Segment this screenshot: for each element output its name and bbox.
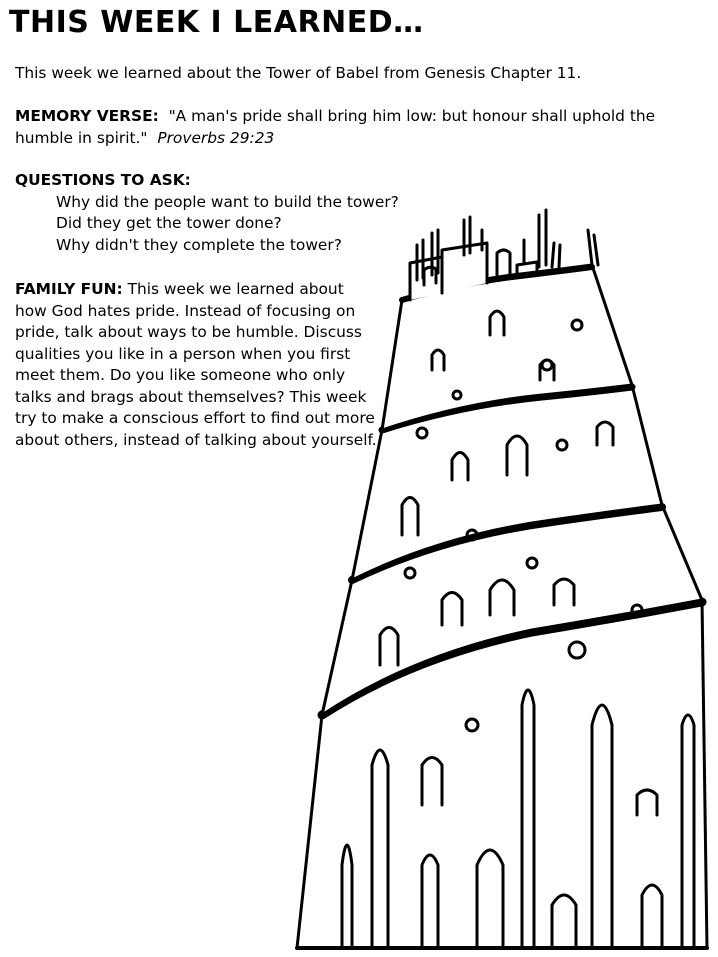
question-item: Did they get the tower done? xyxy=(56,214,282,232)
memory-verse-label: MEMORY VERSE: xyxy=(15,107,159,125)
memory-verse-reference: Proverbs 29:23 xyxy=(157,128,275,147)
question-item: Why did the people want to build the tower? xyxy=(56,192,399,211)
memory-verse-text: "A man's pride shall bring him low: but honour shall uphold the humble in spirit." xyxy=(15,107,656,147)
tower-of-babel-icon xyxy=(292,205,712,953)
questions-label: QUESTIONS TO ASK: xyxy=(15,171,191,189)
page-title: THIS WEEK I LEARNED… xyxy=(9,5,424,40)
memory-verse-section xyxy=(15,106,695,149)
family-fun-text: This week we learned about how God hates pride. Instead of focusing on pride, talk about ways to be humble. Discuss qualities you like in a person when you first meet them. Do you like someone who only talks and brags about themselves? This week try to make a conscious effort to find out more about others, instead of talking about yourself. xyxy=(15,280,377,449)
question-item: Why didn't they complete the tower? xyxy=(56,235,342,254)
intro-text: This week we learned about the Tower of Babel from Genesis Chapter 11. xyxy=(15,64,582,82)
family-fun-label: FAMILY FUN: xyxy=(15,280,123,298)
